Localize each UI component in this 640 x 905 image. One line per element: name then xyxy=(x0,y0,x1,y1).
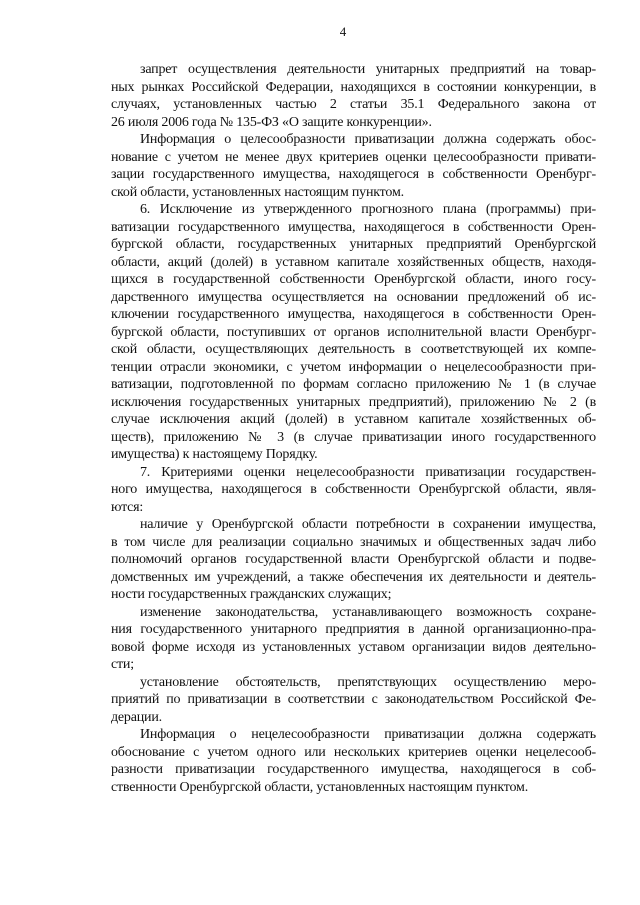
text-line: дарственного имущества осуществляется на основании предложений об ис- xyxy=(111,289,596,305)
text-line: зации государственного имущества, находящегося в собственности Оренбург- xyxy=(111,167,596,182)
paragraph xyxy=(111,61,596,131)
text-line: 6. Исключение из утвержденного прогнозного плана (программы) при- xyxy=(140,202,596,217)
text-line: случае исключения акций (долей) в уставном капитале хозяйственных об- xyxy=(111,412,596,427)
text-line: ватизации, подготовленной по формам согласно приложению № 1 (в случае xyxy=(111,377,596,392)
text-line: в том числе для реализации социально значимых и общественных задач либо xyxy=(111,534,596,550)
text-line: наличие у Оренбургской области потребности в сохранении имущества, xyxy=(140,517,596,532)
paragraph xyxy=(111,201,596,464)
text-line: ватизации государственного имущества, находящегося в собственности Орен- xyxy=(111,219,596,235)
text-line: обоснование с учетом одного или нескольких критериев оценки нецелесооб- xyxy=(111,744,596,760)
document-body xyxy=(111,61,596,796)
text-line: сти; xyxy=(111,657,134,672)
paragraph xyxy=(111,516,596,604)
text-line: ществ), приложению № 3 (в случае приватизации иного государственного xyxy=(111,429,596,445)
paragraph xyxy=(111,131,596,201)
paragraph xyxy=(111,604,596,674)
text-line: изменение законодательства, устанавливающего возможность сохране- xyxy=(140,604,596,620)
text-line: установление обстоятельств, препятствующих осуществлению меро- xyxy=(140,674,596,690)
text-line: приятий по приватизации в соответствии с законодательством Российской Фе- xyxy=(111,692,596,707)
text-line: щихся в государственной собственности Оренбургской области, иного госу- xyxy=(111,272,596,287)
text-line: бургской области, государственных унитарных предприятий Оренбургской xyxy=(111,237,596,252)
text-line: имущества) к настоящему Порядку. xyxy=(111,447,318,462)
text-line: области, акций (долей) в уставном капитале хозяйственных обществ, находя- xyxy=(111,254,596,270)
text-line: ности государственных гражданских служащих; xyxy=(111,587,392,602)
text-line: запрет осуществления деятельности унитарных предприятий на товар- xyxy=(140,62,596,77)
text-line: разности приватизации государственного имущества, находящегося в соб- xyxy=(111,762,596,777)
text-line: ственности Оренбургской области, установленных настоящим пунктом. xyxy=(111,779,528,795)
text-line: полномочий органов государственной власти Оренбургской области и подве- xyxy=(111,552,596,567)
text-line: исключения государственных унитарных предприятий), приложению № 2 (в xyxy=(111,394,596,410)
paragraph xyxy=(111,674,596,727)
text-line: ного имущества, находящегося в собственности Оренбургской области, явля- xyxy=(111,482,596,497)
text-line: бургской области, поступивших от органов исполнительной власти Оренбург- xyxy=(111,324,596,340)
text-line: нование с учетом не менее двух критериев оценки целесообразности привати- xyxy=(111,149,596,165)
text-line: случаях, установленных частью 2 статьи 35.1 Федерального закона от xyxy=(111,97,596,112)
paragraph xyxy=(111,464,596,517)
text-line: ются: xyxy=(111,499,144,515)
text-line: 7. Критериями оценки нецелесообразности приватизации государствен- xyxy=(140,464,596,480)
text-line: ных рынках Российской Федерации, находящихся в состоянии конкуренции, в xyxy=(111,79,596,95)
text-line: дерации. xyxy=(111,709,162,725)
page-number: 4 xyxy=(339,24,347,39)
paragraph xyxy=(111,726,596,796)
text-line: вовой форме исходя из установленных уставом организации видов деятельно- xyxy=(111,639,596,655)
text-line: 26 июля 2006 года № 135-ФЗ «О защите конкуренции». xyxy=(111,114,432,130)
text-line: ключении государственного имущества, находящегося в собственности Орен- xyxy=(111,307,596,322)
text-line: Информация о целесообразности приватизации должна содержать обос- xyxy=(140,132,596,147)
text-line: Информация о нецелесообразности приватизации должна содержать xyxy=(140,727,596,742)
text-line: ской области, установленных настоящим пунктом. xyxy=(111,184,404,200)
text-line: тенции отрасли экономики, с учетом информации о нецелесообразности при- xyxy=(111,359,596,375)
text-line: ния государственного унитарного предприятия в данной организационно-пра- xyxy=(111,622,596,637)
text-line: ской области, осуществляющих деятельность в соответствующей их компе- xyxy=(111,342,596,357)
text-line: домственных им учреждений, а также обеспечения их деятельности и деятель- xyxy=(111,569,596,585)
